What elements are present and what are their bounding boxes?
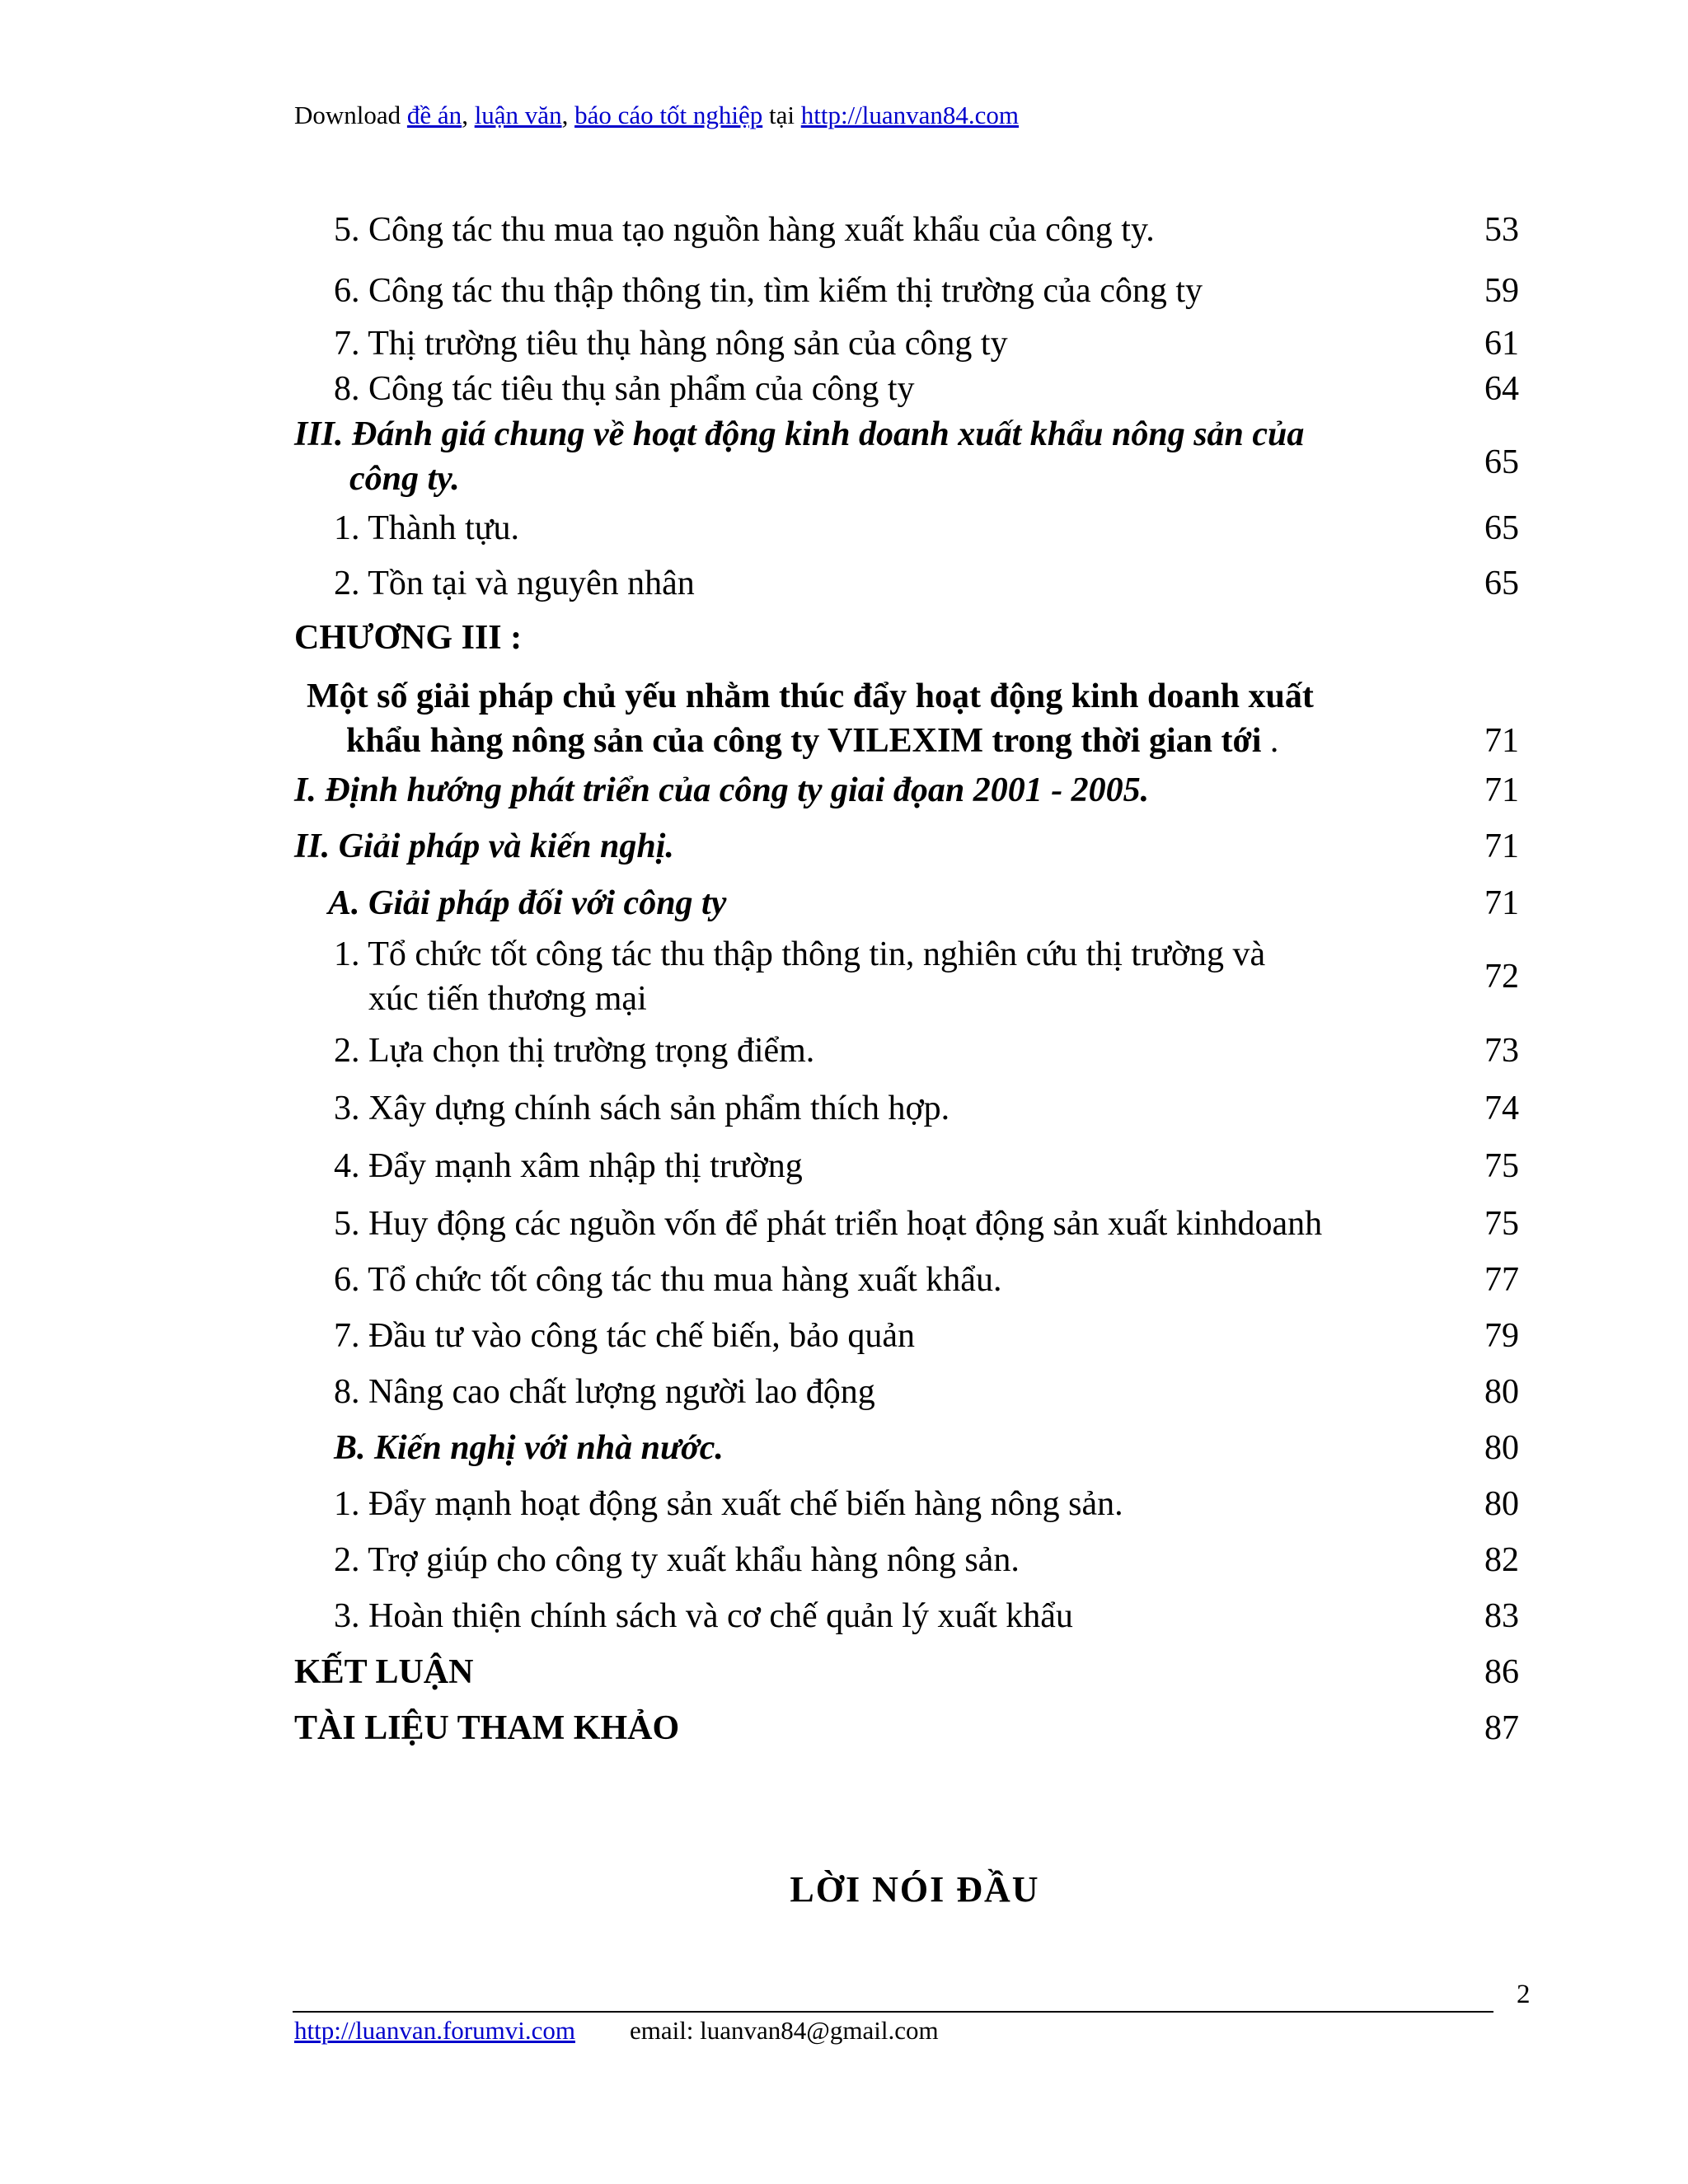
toc-entry-text: I. Định hướng phát triển của công ty giai đọan 2001 - 2005. — [294, 771, 1150, 809]
toc-entry-text: TÀI LIỆU THAM KHẢO — [294, 1709, 680, 1747]
toc-entry-page: 65 — [1484, 509, 1519, 547]
toc-entry-text: 2. Tồn tại và nguyên nhân — [334, 565, 695, 602]
toc-entry-text: 6. Tổ chức tốt công tác thu mua hàng xuất khẩu. — [334, 1261, 1002, 1299]
toc-entry-page: 80 — [1484, 1429, 1519, 1467]
toc-entry-page: 64 — [1484, 370, 1519, 408]
toc-entry-page: 74 — [1484, 1090, 1519, 1127]
toc-entry-text: 8. Công tác tiêu thụ sản phẩm của công ty — [334, 370, 915, 408]
toc-entry-page: 82 — [1484, 1541, 1519, 1579]
toc-entry-page: 86 — [1484, 1653, 1519, 1691]
footer-email: email: luanvan84@gmail.com — [629, 2016, 939, 2045]
toc-entry-page: 61 — [1484, 325, 1519, 363]
page-number: 2 — [1517, 1980, 1531, 2009]
header-prefix: Download — [294, 101, 407, 129]
toc-entry-text-continued: xúc tiến thương mại — [368, 980, 647, 1018]
footer-divider — [293, 2011, 1493, 2013]
link-bao-cao[interactable]: báo cáo tốt nghiệp — [574, 101, 763, 129]
toc-entry-text-continued — [346, 719, 1278, 763]
toc-entry-page: 77 — [1484, 1261, 1519, 1299]
toc-entry-text: 3. Xây dựng chính sách sản phẩm thích hợp. — [334, 1090, 950, 1127]
link-site[interactable]: http://luanvan84.com — [800, 101, 1020, 129]
toc-entry-text: 1. Thành tựu. — [334, 509, 519, 547]
toc-entry-text: KẾT LUẬN — [294, 1653, 474, 1691]
toc-entry-text: B. Kiến nghị với nhà nước. — [334, 1429, 724, 1467]
toc-entry-page: 80 — [1484, 1373, 1519, 1411]
toc-entry-page: 73 — [1484, 1032, 1519, 1070]
toc-entry-text: 5. Công tác thu mua tạo nguồn hàng xuất khẩu của công ty. — [334, 211, 1155, 249]
link-luan-van[interactable]: luận văn — [474, 101, 562, 129]
toc-entry-text: CHƯƠNG III : — [294, 619, 523, 657]
toc-entry-text: 5. Huy động các nguồn vốn để phát triển hoạt động sản xuất kinhdoanh — [334, 1205, 1323, 1243]
toc-entry-page: 65 — [1484, 565, 1519, 602]
page-footer — [294, 2014, 939, 2047]
toc-entry-text: 6. Công tác thu thập thông tin, tìm kiếm thị trường của công ty — [334, 272, 1203, 310]
footer-forum-link[interactable]: http://luanvan.forumvi.com — [294, 2016, 575, 2045]
toc-entry-page: 71 — [1484, 827, 1519, 865]
toc-entry-text: 7. Thị trường tiêu thụ hàng nông sản của công ty — [334, 325, 1008, 363]
toc-entry-page: 59 — [1484, 272, 1519, 310]
toc-entry-text: 8. Nâng cao chất lượng người lao động — [334, 1373, 875, 1411]
toc-entry-page: 83 — [1484, 1597, 1519, 1635]
toc-entry-text-continued: công ty. — [349, 460, 460, 498]
toc-entry-page: 71 — [1484, 722, 1519, 760]
link-de-an[interactable]: đề án — [406, 101, 462, 129]
toc-entry-text: Một số giải pháp chủ yếu nhằm thúc đẩy hoạt động kinh doanh xuất — [307, 677, 1314, 715]
toc-entry-text-continued-main: khẩu hàng nông sản của công ty VILEXIM trong thời gian tới — [346, 722, 1262, 760]
toc-entry-page: 75 — [1484, 1147, 1519, 1185]
header-sep-2: , — [561, 101, 575, 129]
toc-entry-page: 71 — [1484, 771, 1519, 809]
toc-entry-text: III. Đánh giá chung về hoạt động kinh doanh xuất khẩu nông sản của — [294, 415, 1305, 453]
toc-entry-page: 65 — [1484, 443, 1519, 481]
toc-entry-page: 80 — [1484, 1485, 1519, 1523]
toc-entry-page: 75 — [1484, 1205, 1519, 1243]
toc-entry-text-continued-tail: . — [1261, 722, 1279, 760]
toc-entry-page: 87 — [1484, 1709, 1519, 1747]
toc-entry-text: 4. Đẩy mạnh xâm nhập thị trường — [334, 1147, 803, 1185]
toc-entry-text: 2. Trợ giúp cho công ty xuất khẩu hàng nông sản. — [334, 1541, 1020, 1579]
header-mid: tại — [762, 101, 801, 129]
toc-entry-text: 1. Tổ chức tốt công tác thu thập thông tin, nghiên cứu thị trường và — [334, 935, 1266, 973]
toc-entry-page: 71 — [1484, 884, 1519, 922]
toc-entry-text: 7. Đầu tư vào công tác chế biến, bảo quản — [334, 1317, 916, 1355]
section-title: LỜI NÓI ĐẦU — [790, 1869, 1040, 1910]
toc-entry-text: 3. Hoàn thiện chính sách và cơ chế quản lý xuất khẩu — [334, 1597, 1073, 1635]
toc-entry-text: II. Giải pháp và kiến nghị. — [294, 827, 674, 865]
toc-entry-page: 53 — [1484, 211, 1519, 249]
toc-entry-text: 1. Đẩy mạnh hoạt động sản xuất chế biến hàng nông sản. — [334, 1485, 1123, 1523]
toc-entry-text: A. Giải pháp đối với công ty — [328, 884, 727, 922]
toc-entry-page: 79 — [1484, 1317, 1519, 1355]
toc-entry-text: 2. Lựa chọn thị trường trọng điểm. — [334, 1032, 815, 1070]
toc-entry-page: 72 — [1484, 958, 1519, 996]
header-sep-1: , — [462, 101, 475, 129]
